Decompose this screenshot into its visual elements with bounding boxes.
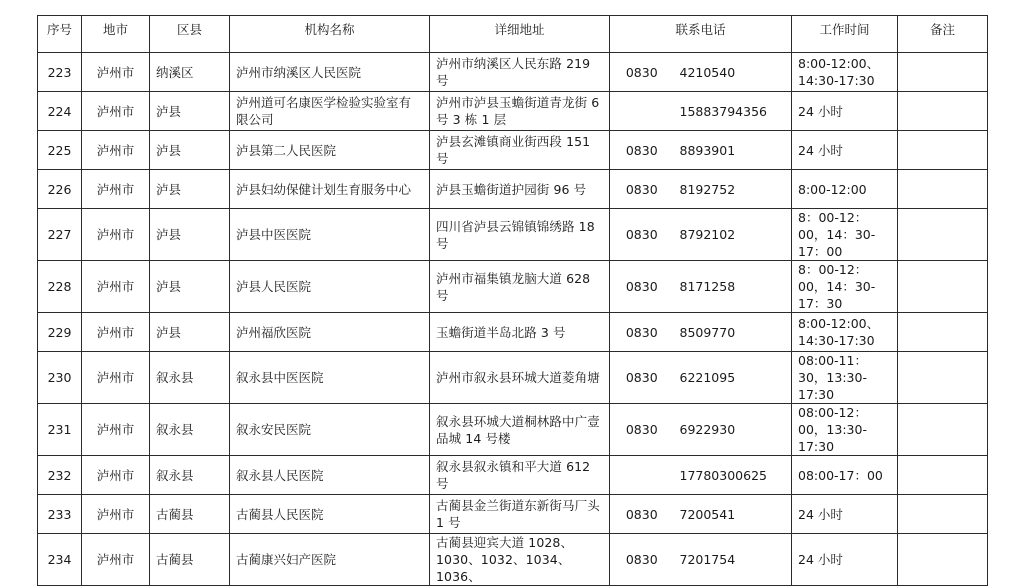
cell-hours: 24 小时 — [792, 131, 898, 170]
cell-city: 泸州市 — [82, 495, 150, 534]
cell-city: 泸州市 — [82, 313, 150, 352]
cell-phone: 6922930 — [674, 404, 792, 456]
cell-phone: 7201754 — [674, 534, 792, 586]
cell-name: 泸县第二人民医院 — [230, 131, 430, 170]
cell-no: 231 — [38, 404, 82, 456]
cell-name: 泸县中医医院 — [230, 209, 430, 261]
cell-remark — [898, 495, 988, 534]
cell-hours: 08:00-12：00，13:30-17:30 — [792, 404, 898, 456]
cell-city: 泸州市 — [82, 352, 150, 404]
cell-city: 泸州市 — [82, 53, 150, 92]
cell-no: 227 — [38, 209, 82, 261]
header-phone: 联系电话 — [610, 16, 792, 53]
cell-area-code: 0830 — [610, 53, 674, 92]
cell-name: 泸县妇幼保健计划生育服务中心 — [230, 170, 430, 209]
cell-name: 古蔺康兴妇产医院 — [230, 534, 430, 586]
cell-name: 古蔺县人民医院 — [230, 495, 430, 534]
cell-hours: 08:00-17：00 — [792, 456, 898, 495]
cell-address: 叙永县叙永镇和平大道 612 号 — [430, 456, 610, 495]
table-row — [38, 404, 988, 456]
cell-remark — [898, 53, 988, 92]
institution-table — [37, 15, 988, 586]
cell-county: 古蔺县 — [150, 534, 230, 586]
cell-address: 四川省泸县云锦镇锦绣路 18 号 — [430, 209, 610, 261]
table-row — [38, 495, 988, 534]
cell-remark — [898, 456, 988, 495]
cell-address: 泸州市福集镇龙脑大道 628 号 — [430, 261, 610, 313]
cell-phone: 7200541 — [674, 495, 792, 534]
cell-remark — [898, 170, 988, 209]
cell-remark — [898, 534, 988, 586]
cell-city: 泸州市 — [82, 92, 150, 131]
header-no: 序号 — [38, 16, 82, 53]
table-row — [38, 170, 988, 209]
cell-no: 232 — [38, 456, 82, 495]
cell-address: 泸州市叙永县环城大道菱角塘 — [430, 352, 610, 404]
cell-address: 泸县玄滩镇商业街西段 151 号 — [430, 131, 610, 170]
cell-name: 泸州道可名康医学检验实验室有限公司 — [230, 92, 430, 131]
cell-county: 泸县 — [150, 92, 230, 131]
cell-phone: 8792102 — [674, 209, 792, 261]
table-row — [38, 352, 988, 404]
cell-county: 纳溪区 — [150, 53, 230, 92]
cell-city: 泸州市 — [82, 456, 150, 495]
header-hours: 工作时间 — [792, 16, 898, 53]
table-row — [38, 131, 988, 170]
cell-phone: 8893901 — [674, 131, 792, 170]
cell-name: 叙永安民医院 — [230, 404, 430, 456]
cell-county: 泸县 — [150, 131, 230, 170]
table-row — [38, 456, 988, 495]
cell-address: 玉蟾街道半岛北路 3 号 — [430, 313, 610, 352]
cell-phone: 4210540 — [674, 53, 792, 92]
header-county: 区县 — [150, 16, 230, 53]
cell-hours: 24 小时 — [792, 495, 898, 534]
cell-remark — [898, 313, 988, 352]
cell-no: 225 — [38, 131, 82, 170]
cell-no: 223 — [38, 53, 82, 92]
cell-no: 234 — [38, 534, 82, 586]
cell-county: 叙永县 — [150, 352, 230, 404]
cell-no: 226 — [38, 170, 82, 209]
cell-remark — [898, 352, 988, 404]
cell-remark — [898, 209, 988, 261]
cell-phone: 17780300625 — [674, 456, 792, 495]
cell-area-code: 0830 — [610, 170, 674, 209]
cell-no: 228 — [38, 261, 82, 313]
cell-hours: 24 小时 — [792, 92, 898, 131]
cell-name: 泸县人民医院 — [230, 261, 430, 313]
cell-address: 泸州市纳溪区人民东路 219 号 — [430, 53, 610, 92]
cell-area-code: 0830 — [610, 352, 674, 404]
table-row — [38, 313, 988, 352]
cell-name: 叙永县人民医院 — [230, 456, 430, 495]
cell-hours: 8：00-12：00，14：30-17：30 — [792, 261, 898, 313]
cell-area-code: 0830 — [610, 404, 674, 456]
cell-city: 泸州市 — [82, 170, 150, 209]
cell-hours: 8：00-12：00，14：30-17：00 — [792, 209, 898, 261]
cell-area-code: 0830 — [610, 313, 674, 352]
cell-county: 泸县 — [150, 313, 230, 352]
cell-area-code: 0830 — [610, 534, 674, 586]
cell-phone: 8171258 — [674, 261, 792, 313]
cell-area-code: 0830 — [610, 209, 674, 261]
cell-hours: 8:00-12:00 — [792, 170, 898, 209]
cell-address: 泸县玉蟾街道护园街 96 号 — [430, 170, 610, 209]
cell-city: 泸州市 — [82, 131, 150, 170]
table-row — [38, 209, 988, 261]
header-address: 详细地址 — [430, 16, 610, 53]
table-row — [38, 92, 988, 131]
cell-name: 泸州福欣医院 — [230, 313, 430, 352]
header-remark: 备注 — [898, 16, 988, 53]
cell-address: 古蔺县金兰街道东新街马厂头 1 号 — [430, 495, 610, 534]
cell-area-code: 0830 — [610, 131, 674, 170]
cell-remark — [898, 261, 988, 313]
cell-area-code: 0830 — [610, 495, 674, 534]
cell-no: 224 — [38, 92, 82, 131]
cell-name: 泸州市纳溪区人民医院 — [230, 53, 430, 92]
cell-hours: 24 小时 — [792, 534, 898, 586]
cell-no: 233 — [38, 495, 82, 534]
cell-county: 古蔺县 — [150, 495, 230, 534]
cell-area-code — [610, 92, 674, 131]
cell-phone: 15883794356 — [674, 92, 792, 131]
table-header-row — [38, 16, 988, 53]
cell-county: 泸县 — [150, 170, 230, 209]
cell-address: 叙永县环城大道桐林路中广壹品城 14 号楼 — [430, 404, 610, 456]
cell-remark — [898, 92, 988, 131]
cell-area-code: 0830 — [610, 261, 674, 313]
cell-county: 叙永县 — [150, 456, 230, 495]
cell-remark — [898, 404, 988, 456]
cell-hours: 8:00-12:00、14:30-17:30 — [792, 53, 898, 92]
cell-city: 泸州市 — [82, 261, 150, 313]
cell-phone: 6221095 — [674, 352, 792, 404]
cell-no: 229 — [38, 313, 82, 352]
cell-phone: 8192752 — [674, 170, 792, 209]
cell-county: 泸县 — [150, 261, 230, 313]
cell-city: 泸州市 — [82, 209, 150, 261]
cell-name: 叙永县中医医院 — [230, 352, 430, 404]
cell-city: 泸州市 — [82, 534, 150, 586]
header-name: 机构名称 — [230, 16, 430, 53]
cell-address: 泸州市泸县玉蟾街道青龙街 6 号 3 栋 1 层 — [430, 92, 610, 131]
cell-remark — [898, 131, 988, 170]
cell-hours: 08:00-11：30，13:30-17:30 — [792, 352, 898, 404]
cell-hours: 8:00-12:00、14:30-17:30 — [792, 313, 898, 352]
cell-phone: 8509770 — [674, 313, 792, 352]
cell-county: 泸县 — [150, 209, 230, 261]
cell-area-code — [610, 456, 674, 495]
header-city: 地市 — [82, 16, 150, 53]
table-row — [38, 261, 988, 313]
table-row — [38, 53, 988, 92]
cell-address: 古蔺县迎宾大道 1028、1030、1032、1034、1036、 — [430, 534, 610, 586]
cell-county: 叙永县 — [150, 404, 230, 456]
cell-city: 泸州市 — [82, 404, 150, 456]
cell-no: 230 — [38, 352, 82, 404]
table-row — [38, 534, 988, 586]
